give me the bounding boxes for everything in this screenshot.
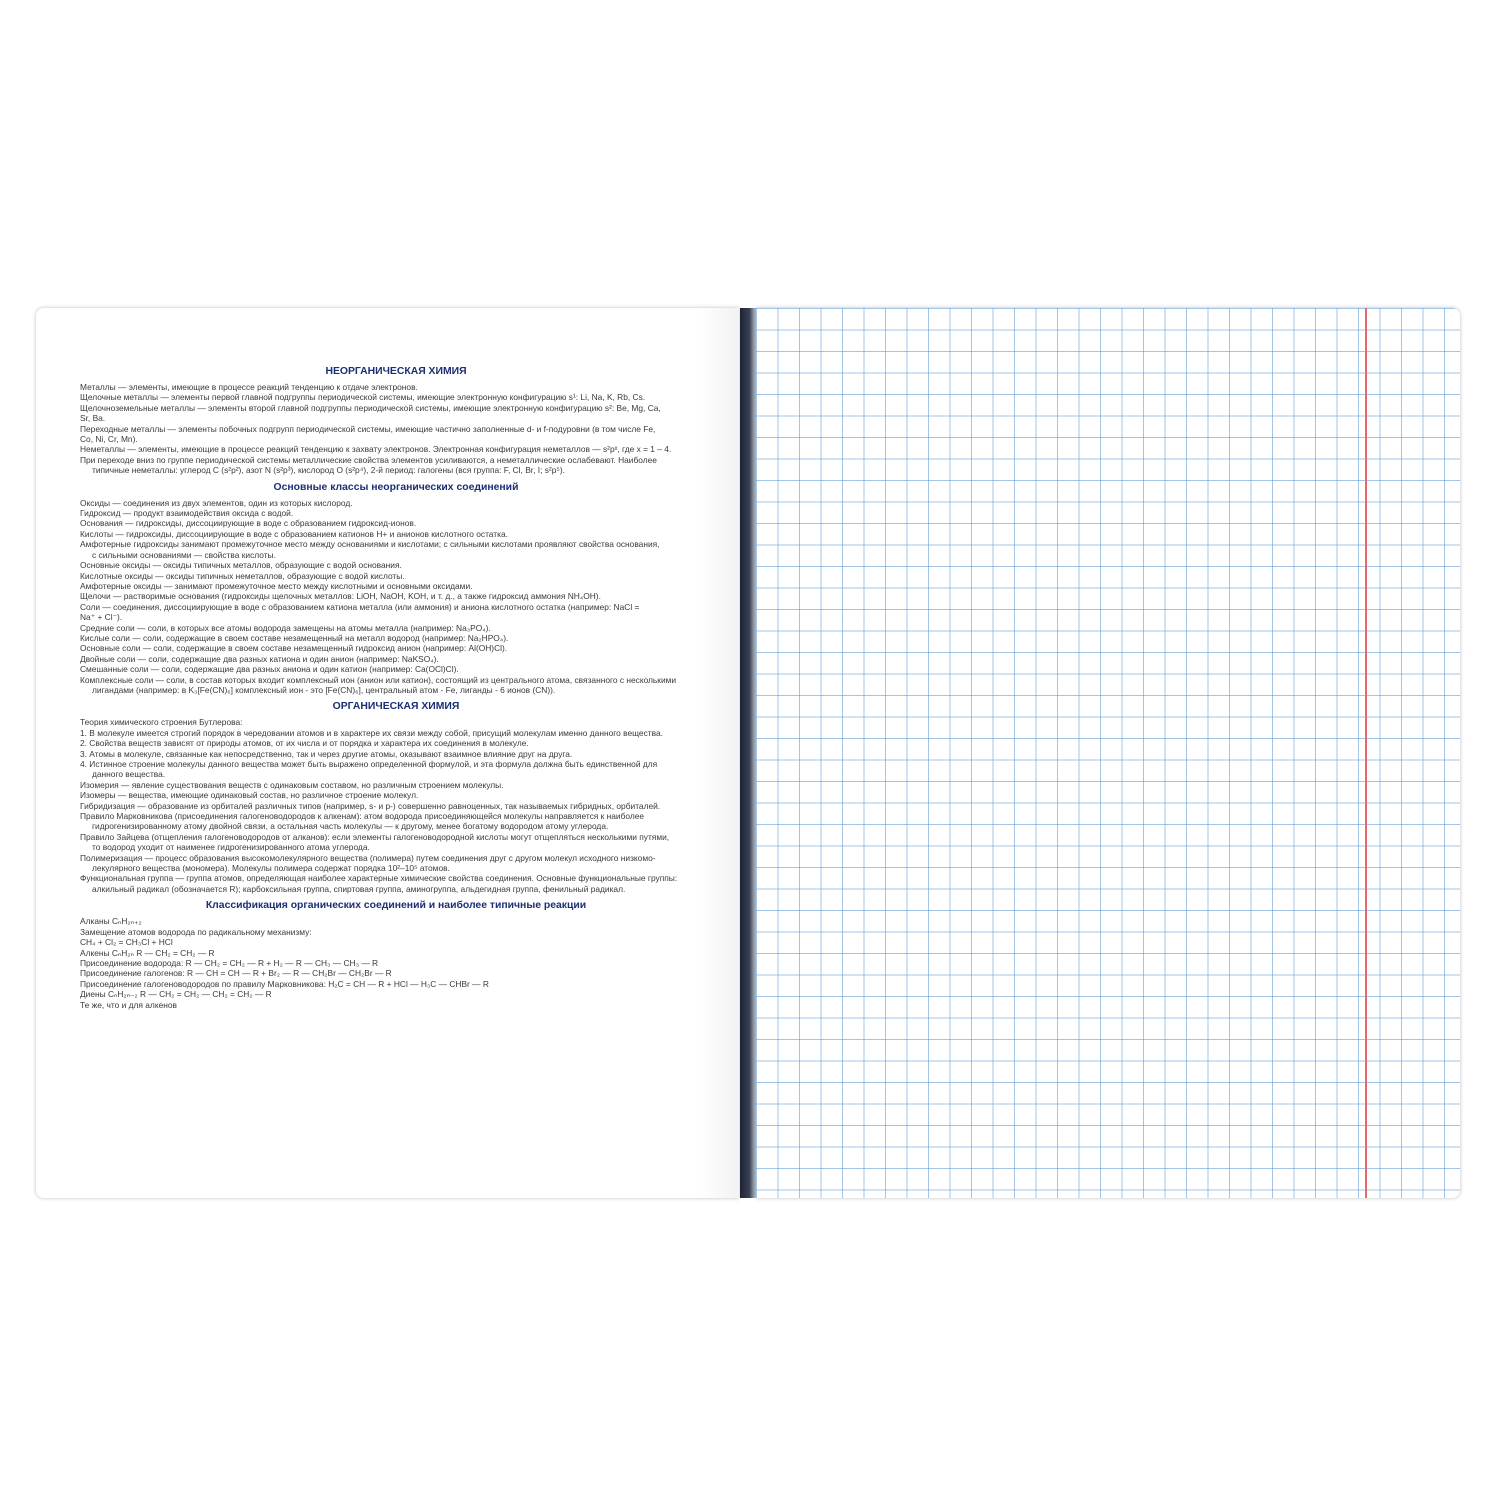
text-line: Щелочи — растворимые основания (гидроксиды щелочных металлов: LiOH, NaOH, KOH, и т. д., а также гидроксид аммония NH₄OH). <box>80 591 601 602</box>
text-line: Диены CₙH₂ₙ₋₂ R — CH₂ = CH₂ — CH₂ = CH₂ — R <box>80 989 272 1000</box>
text-line: типичные неметаллы: углерод C (s²p²), азот N (s²p³), кислород O (s²p⁴), 2-й период: галогены (вся группа: F, Cl, Br, I; s²p⁵). <box>92 465 565 476</box>
grid-page <box>756 308 1460 1198</box>
notebook-spread <box>36 308 1460 1198</box>
text-line: Двойные соли — соли, содержащие два разных катиона и один анион (например: NaKSO₄). <box>80 653 439 664</box>
text-line: Co, Ni, Cr, Mn). <box>80 434 138 445</box>
text-line: Правило Зайцева (отщепления галогеноводородов от алканов): если элементы галогеноводородной кислоты могут отщепляться несколькими путями, <box>80 831 670 842</box>
text-line: 4. Истинное строение молекулы данного вещества может быть выражено определенной формулой, и эта формула должна быть единственной для <box>80 759 658 769</box>
text-line: Амфотерные оксиды — занимают промежуточное место между кислотными и основными оксидами. <box>80 580 473 591</box>
text-line: Изомеры — вещества, имеющие одинаковый состав, но различное строение молекул. <box>80 790 419 801</box>
text-line: Гибридизация — образование из орбиталей различных типов (например, s- и p-) совершенно равноценных, так называемых гибридных, орбиталей. <box>80 800 661 811</box>
spine <box>740 308 756 1198</box>
text-line: Правило Марковникова (присоединения галогеноводородов к алкенам): атом водорода присоединяющейся молекулы направляется к наиболее <box>80 811 645 822</box>
text-line: Соли — соединения, диссоциирующие в воде с образованием катиона металла (или аммония) и аниона кислотного остатка (например: NaCl = <box>80 601 640 612</box>
text-line: Те же, что и для алкенов <box>80 999 177 1010</box>
text-line: Замещение атомов водорода по радикальному механизму: <box>80 926 312 937</box>
text-line: алкильный радикал (обозначается R); карбоксильная группа, спиртовая группа, аминогруппа, альдегидная группа, фенильный радикал. <box>92 883 626 894</box>
section-title: ОРГАНИЧЕСКАЯ ХИМИЯ <box>332 701 460 713</box>
section-title: Классификация органических соединений и наиболее типичные реакции <box>205 900 587 912</box>
text-line: Sr, Ba. <box>80 413 106 424</box>
text-line: 1. В молекуле имеется строгий порядок в чередовании атомов и в характере их связи между собой, присущий молекулам именно данного вещества. <box>80 727 663 738</box>
text-line: Комплексные соли — соли, в состав которых входит комплексный ион (анион или катион), состоящий из центрального атома, связанного с несколькими <box>80 674 677 685</box>
text-line: Присоединение водорода: R — CH₂ = CH₂ — R + H₂ — R — CH₃ — CH₃ — R <box>80 957 379 968</box>
text-line: Средние соли — соли, в которых все атомы водорода замещены на атомы металла (например: Na₃PO₄). <box>80 622 491 633</box>
text-line: гидрогенизированному атому двойной связи, а остальная часть молекулы — к другому, менее богатому водородом атому углерода. <box>92 821 609 832</box>
section-title: Основные классы неорганических соединений <box>273 481 519 493</box>
text-line: с сильными основаниями — свойства кислоты. <box>92 549 276 560</box>
text-line: 3. Атомы в молекуле, связанные как непосредственно, так и через другие атомы, оказывают взаимное влияние друг на друга. <box>80 748 573 759</box>
text-line: При переходе вниз по группе периодической системы металлические свойства элементов усиливаются, а неметаллические ослабевают. Наиболее <box>80 454 657 465</box>
text-line: Теория химического строения Бутлерова: <box>80 717 243 728</box>
text-line: Присоединение галогенов: R — CH = CH — R + Br₂ — R — CH₂Br — CH₂Br — R <box>80 968 392 979</box>
text-line: Щелочноземельные металлы — элементы второй главной подгруппы периодической системы, имеющие электронную конфигурацию s²: Be, Mg, Ca, <box>80 402 661 413</box>
text-line: Переходные металлы — элементы побочных подгрупп периодической системы, имеющие частично заполненные d- и f-подуровни (в том числе Fe, <box>80 423 656 434</box>
reference-text <box>80 360 712 1010</box>
text-line: Кислоты — гидроксиды, диссоциирующие в воде с образованием катионов H+ и анионов кислотного остатка. <box>80 528 508 539</box>
margin-line <box>1365 308 1367 1198</box>
text-line: Кислотные оксиды — оксиды типичных неметаллов, образующие с водой кислоты. <box>80 570 405 581</box>
text-line: Гидроксид — продукт взаимодействия оксида с водой. <box>80 508 294 519</box>
text-line: данного вещества. <box>92 769 166 780</box>
text-line: CH₄ + Cl₂ = CH₃Cl + HCl <box>80 937 173 948</box>
text-line: Алкены CₙH₂ₙ R — CH₂ = CH₂ — R <box>80 947 215 958</box>
text-line: лигандами (например: в K₃[Fe(CN)₆] комплексный ион - это [Fe(CN)₆], центральный атом - Fe, лиганды - 6 ионов (CN)). <box>92 684 556 695</box>
text-line: Оксиды — соединения из двух элементов, один из которых кислород. <box>80 497 353 508</box>
text-line: Основные соли — соли, содержащие в своем составе незамещенный гидроксид анион (например: Al(OH)Cl). <box>80 643 508 654</box>
text-line: Основания — гидроксиды, диссоциирующие в воде с образованием гидроксид-ионов. <box>80 518 417 529</box>
text-line: Na⁺ + Cl⁻). <box>80 612 123 623</box>
section-title: НЕОРГАНИЧЕСКАЯ ХИМИЯ <box>325 366 467 377</box>
text-line: Алканы CₙH₂ₙ₊₂ <box>80 916 142 927</box>
text-line: то водород уходит от наименее гидрогенизированного атома углерода. <box>92 842 370 853</box>
text-line: Металлы — элементы, имеющие в процессе реакций тенденцию к отдаче электронов. <box>80 382 418 392</box>
text-line: Функциональная группа — группа атомов, определяющая наиболее характерные химические свойства соединения. Основные функциональные группы: <box>80 873 678 884</box>
text-line: Изомерия — явление существования веществ с одинаковым составом, но различным строением молекулы. <box>80 779 504 790</box>
text-line: Амфотерные гидроксиды занимают промежуточное место между основаниями и кислотами; с сильными кислотами проявляют свойства основания, <box>80 539 660 550</box>
text-line: Смешанные соли — соли, содержащие два разных аниона и один катион (например: Ca(OCl)Cl). <box>80 664 459 675</box>
text-line: Полимеризация — процесс образования высокомолекулярного вещества (полимера) путем соединения друг с другом молекул исходного низкомо- <box>80 852 656 863</box>
text-line: лекулярного вещества (мономера). Молекулы полимера содержат порядка 10²–10⁵ атомов. <box>92 863 450 874</box>
text-line: Основные оксиды — оксиды типичных металлов, образующие с водой основания. <box>80 560 402 571</box>
text-line: Присоединение галогеноводородов по правилу Марковникова: H₂C = CH — R + HCl — H₃C — CHBr — R <box>80 978 489 989</box>
left-page <box>36 308 739 1198</box>
text-line: Кислые соли — соли, содержащие в своем составе незамещенный на металл водород (например: Na₂HPO₄). <box>80 632 509 643</box>
text-line: Неметаллы — элементы, имеющие в процессе реакций тенденцию к захвату электронов. Электронная конфигурация неметаллов — s²pˣ, где x = 1 – 4. <box>80 444 672 455</box>
text-line: 2. Свойства веществ зависят от природы атомов, от их числа и от порядка и характера их соединения в молекуле. <box>80 738 529 749</box>
text-line: Щелочные металлы — элементы первой главной подгруппы периодической системы, имеющие электронную конфигурацию s¹: Li, Na, K, Rb, Cs. <box>80 392 646 403</box>
